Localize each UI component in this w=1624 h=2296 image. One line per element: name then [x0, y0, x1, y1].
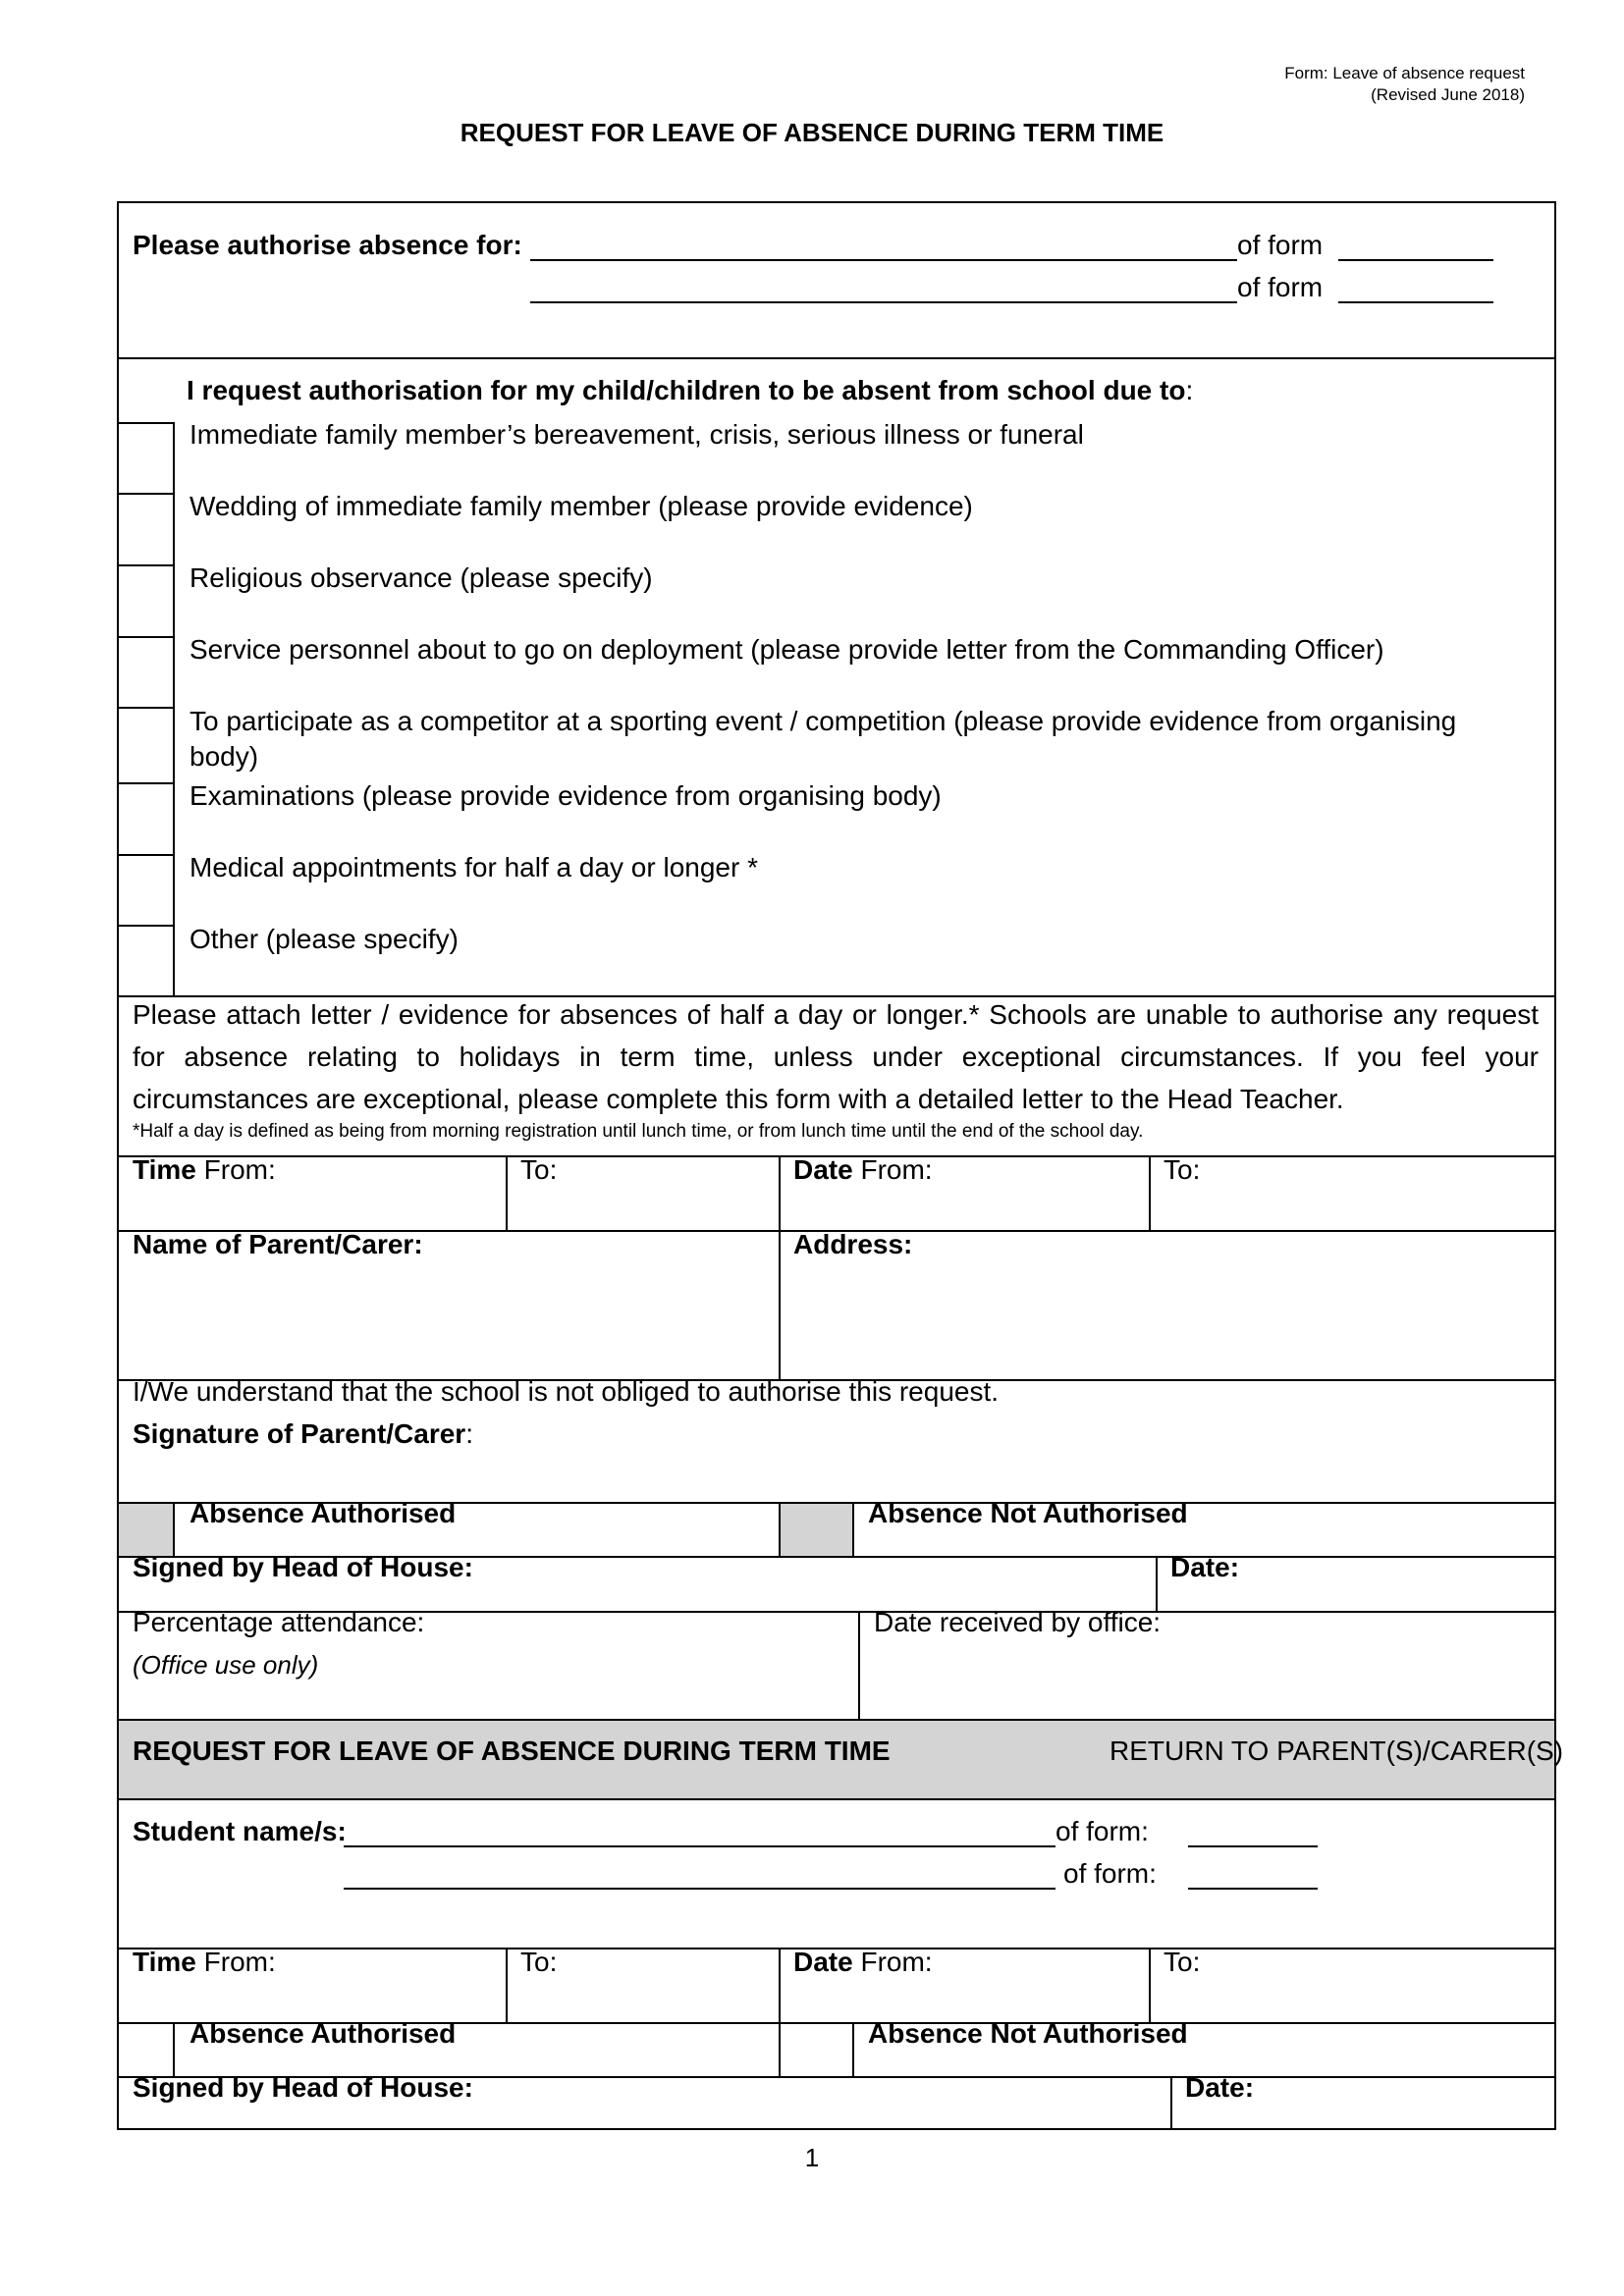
signature-label-text: Signature of Parent/Carer	[133, 1418, 466, 1449]
absence-not-authorised-label: Absence Not Authorised	[868, 1498, 1188, 1528]
reason-medical: Medical appointments for half a day or longer *	[189, 852, 758, 882]
slip-time-from-label[interactable]	[133, 1946, 276, 1979]
office-use-only-note: (Office use only)	[133, 1650, 319, 1680]
slip-signed-head-of-house-label: Signed by Head of House:	[133, 2072, 473, 2103]
slip-authorised-checkbox[interactable]	[119, 2024, 173, 2076]
of-form-label-1: of form	[1237, 230, 1324, 260]
authorised-checkbox[interactable]	[119, 1504, 173, 1556]
reason-sporting-continued: body)	[189, 741, 259, 772]
signed-head-of-house-label: Signed by Head of House:	[133, 1552, 473, 1582]
checkbox-examinations[interactable]	[119, 784, 173, 854]
slip-of-form-label-1: of form:	[1056, 1816, 1149, 1846]
time-label: Time	[133, 1154, 196, 1185]
form-line-1[interactable]	[1338, 259, 1493, 261]
divider	[117, 357, 1556, 359]
cell-divider	[506, 1948, 508, 2022]
slip-form-line-1[interactable]	[1188, 1845, 1318, 1847]
slip-student-line-2[interactable]	[344, 1888, 1056, 1890]
cell-divider	[1149, 1155, 1151, 1230]
checkbox-sporting[interactable]	[119, 709, 173, 782]
absence-authorised-label: Absence Authorised	[189, 1498, 457, 1528]
of-form-label-2: of form	[1237, 272, 1324, 302]
page-number: 1	[804, 2143, 820, 2172]
percentage-attendance-label: Percentage attendance:	[133, 1607, 425, 1637]
cell-divider	[1170, 2076, 1172, 2130]
parent-name-label: Name of Parent/Carer:	[133, 1229, 423, 1259]
reasons-intro-colon: :	[1185, 375, 1194, 405]
evidence-notice: Please attach letter / evidence for absences of half a day or longer.* Schools are unable to authorise any request for absence relating to holidays in term time, unless under exceptional circumstances. If you feel your circumstances are exceptional, please complete this form with a detailed letter to the Head Teacher.	[133, 999, 1539, 1114]
checkbox-wedding[interactable]	[119, 495, 173, 564]
slip-not-authorised-checkbox[interactable]	[781, 2024, 852, 2076]
parent-name-field[interactable]	[133, 1266, 771, 1374]
address-field[interactable]	[793, 1266, 1549, 1374]
slip-form-line-2[interactable]	[1188, 1888, 1318, 1890]
cell-divider	[506, 1155, 508, 1230]
reason-bereavement: Immediate family member’s bereavement, crisis, serious illness or funeral	[189, 419, 1084, 450]
slip-of-form-label-2: of form:	[1063, 1858, 1157, 1889]
reason-examinations: Examinations (please provide evidence from organising body)	[189, 780, 942, 811]
slip-date-from-label[interactable]	[793, 1946, 933, 1979]
slip-student-line-1[interactable]	[344, 1845, 1056, 1847]
signature-label	[133, 1417, 473, 1451]
date-from-label[interactable]	[793, 1153, 933, 1187]
checkbox-religious[interactable]	[119, 566, 173, 636]
time-from-label[interactable]	[133, 1153, 276, 1187]
return-to-parent-label: RETURN TO PARENT(S)/CARER(S)	[1110, 1735, 1564, 1766]
form-reference	[1284, 63, 1525, 106]
understand-statement: I/We understand that the school is not obliged to authorise this request.	[133, 1376, 1000, 1407]
from-label: From:	[860, 1154, 933, 1185]
student-name-line-2[interactable]	[530, 301, 1237, 303]
reasons-intro	[187, 374, 1193, 407]
cell-divider	[852, 2022, 854, 2077]
reason-deployment: Service personnel about to go on deployment (please provide letter from the Commanding Officer)	[189, 634, 1384, 665]
student-names-label: Student name/s:	[133, 1816, 347, 1846]
return-slip-title: REQUEST FOR LEAVE OF ABSENCE DURING TERM TIME	[133, 1735, 891, 1766]
from-label: From:	[860, 1947, 933, 1977]
reason-religious: Religious observance (please specify)	[189, 562, 653, 593]
cell-divider	[173, 2022, 175, 2077]
signature-colon: :	[465, 1418, 473, 1449]
reason-sporting: To participate as a competitor at a sporting event / competition (please provide evidence from organising	[189, 706, 1457, 736]
slip-absence-authorised-label: Absence Authorised	[189, 2018, 457, 2049]
form-line-2[interactable]	[1338, 301, 1493, 303]
reason-wedding: Wedding of immediate family member (please provide evidence)	[189, 491, 973, 521]
cell-divider	[173, 1502, 175, 1557]
address-label: Address:	[793, 1229, 913, 1259]
time-label: Time	[133, 1947, 196, 1977]
half-day-footnote: *Half a day is defined as being from morning registration until lunch time, or from lunch time until the end of the school day.	[133, 1121, 1144, 1142]
date-label: Date	[793, 1154, 853, 1185]
student-name-line-1[interactable]	[530, 259, 1237, 261]
date-received-label: Date received by office:	[874, 1607, 1162, 1637]
cell-divider	[779, 1155, 781, 1379]
from-label: From:	[203, 1154, 276, 1185]
slip-time-to-label[interactable]: To:	[520, 1947, 558, 1977]
authorise-label: Please authorise absence for:	[133, 230, 522, 260]
form-name: Form: Leave of absence request	[1284, 64, 1525, 82]
cell-divider	[852, 1502, 854, 1557]
cell-divider	[858, 1611, 860, 1719]
checkbox-bereavement[interactable]	[119, 424, 173, 493]
slip-hoh-date-label: Date:	[1185, 2072, 1255, 2103]
slip-date-to-label[interactable]: To:	[1164, 1947, 1201, 1977]
signature-field[interactable]	[461, 1417, 1542, 1496]
hoh-date-label: Date:	[1170, 1552, 1240, 1582]
cell-divider	[1156, 1556, 1158, 1611]
reason-other: Other (please specify)	[189, 924, 459, 954]
date-to-label[interactable]: To:	[1164, 1154, 1201, 1185]
cell-divider	[1149, 1948, 1151, 2022]
checkbox-deployment[interactable]	[119, 638, 173, 707]
time-to-label[interactable]: To:	[520, 1154, 558, 1185]
divider	[117, 1798, 1556, 1800]
page-title: REQUEST FOR LEAVE OF ABSENCE DURING TERM TIME	[460, 118, 1164, 147]
date-label: Date	[793, 1947, 853, 1977]
revision-date: (Revised June 2018)	[1371, 85, 1525, 104]
not-authorised-checkbox[interactable]	[781, 1504, 852, 1556]
slip-absence-not-authorised-label: Absence Not Authorised	[868, 2018, 1188, 2049]
checkbox-column-border	[173, 422, 175, 995]
checkbox-other[interactable]	[119, 927, 173, 995]
from-label: From:	[203, 1947, 276, 1977]
reasons-intro-text: I request authorisation for my child/children to be absent from school due to	[187, 375, 1186, 405]
checkbox-medical[interactable]	[119, 856, 173, 925]
